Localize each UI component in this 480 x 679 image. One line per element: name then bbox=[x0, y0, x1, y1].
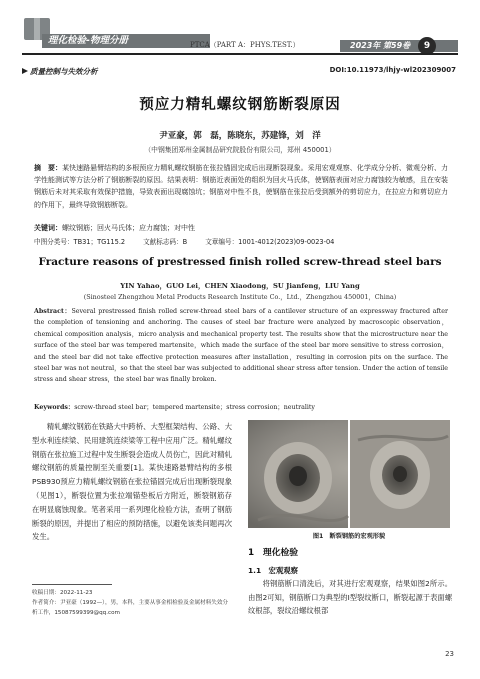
abstract-en-text: Several prestressed finish rolled screw-thread steel bars of a cantilever structure of an expressway fractured after the completion of tensioning and anchoring. The causes of steel bar fracture were analyzed by macroscopic observation，chemical composition analysis，micro analysis and mechanical property test. The results show that the microstructure near the surface of the steel bar was tempered martensite，which made the surface of the steel bar more sensitive to stress corrosion，and the steel bar did not take effective protection measures after installation，resulting in corrosion pits on the surface. The steel bar was not neutral，so that the steel bar was subjected to additional shear stress after tension. Under the action of tensile stress and shear stress，the steel bar was finally broken. bbox=[34, 308, 448, 384]
year-volume: 2023年 第59卷 bbox=[350, 41, 411, 50]
keywords-text: 螺纹钢筋；回火马氏体；应力腐蚀；对中性 bbox=[62, 224, 195, 232]
authors: 尹亚豪，郭 磊，陈晓东，苏建锋，刘 洋 bbox=[159, 131, 321, 141]
journal-name: 理化检验-物理分册 bbox=[48, 35, 128, 46]
fracture-photo-image bbox=[248, 420, 450, 528]
clc-number: 中图分类号：TB31；TG115.2 bbox=[34, 238, 126, 246]
column-arrow-icon bbox=[22, 68, 28, 74]
keywords-cn bbox=[34, 223, 448, 233]
figure-1-photo bbox=[248, 420, 450, 528]
doi: DOI:10.11973/lhjy-wl202309007 bbox=[329, 66, 456, 74]
article-title: 预应力精轧螺纹钢筋断裂原因 bbox=[139, 97, 341, 113]
subsection-heading: 1.1 宏观观察 bbox=[248, 566, 299, 575]
author-bio: 作者简介：尹亚豪（1992—），男，本科，主要从事金相检验及金属材料失效分析工作，15087599399@qq.com bbox=[32, 600, 229, 616]
affiliation: （中钢集团郑州金属制品研究院股份有限公司，郑州 450001） bbox=[144, 146, 336, 154]
page-number: 23 bbox=[445, 650, 454, 658]
english-affiliation: (Sinosteel Zhengzhou Metal Products Research Institute Co.，Ltd.，Zhengzhou 450001，China) bbox=[83, 293, 397, 301]
abstract-label: 摘 要： bbox=[34, 164, 63, 172]
abstract-cn bbox=[34, 162, 448, 211]
document-code: 文献标志码：B bbox=[143, 238, 188, 246]
section-heading: 1 理化检验 bbox=[248, 548, 299, 558]
classification-line bbox=[34, 236, 448, 246]
issue-number: 9 bbox=[418, 37, 436, 55]
figure-1-caption: 图1 断裂钢筋的宏观形貌 bbox=[312, 533, 386, 540]
english-authors: YIN Yahao，GUO Lei，CHEN Xiaodong，SU Jianfeng，LIU Yang bbox=[120, 282, 360, 290]
keywords-en bbox=[34, 402, 448, 411]
journal-subtitle: PTCA（PART A：PHYS.TEST.） bbox=[190, 41, 300, 49]
keywords-en-label: Keywords： bbox=[34, 404, 75, 411]
footnote-rule bbox=[32, 584, 112, 585]
macro-observation-paragraph: 将钢筋断口清洗后，对其进行宏观观察，结果如图2所示。由图2可知，钢筋断口为典型的Ⅰ型裂纹断口，断裂起源于表面螺纹根部，裂纹沿螺纹根部 bbox=[248, 579, 452, 615]
abstract-en-label: Abstract： bbox=[34, 308, 72, 315]
intro-paragraph: 精轧螺纹钢筋在铁路大中跨桥、大型框架结构、公路、大型水利连续梁、民用建筑连续梁等工程中应用广泛。精轧螺纹钢筋在张拉施工过程中发生断裂会造成人员伤亡，因此对精轧螺纹钢筋的质量控制至关重要[1]。某快速路悬臂结构的多根PSB930预应力精轧螺纹钢筋在张拉锚固完成后出现断裂现象（见图1），断裂位置为张拉端锚垫板后方附近，断裂钢筋存在明显腐蚀现象。笔者采用一系列理化检验方法，查明了钢筋断裂的原因，并提出了相应的预防措施，以避免该类问题再次发生。 bbox=[32, 422, 232, 542]
header-rule bbox=[22, 53, 458, 55]
footnote bbox=[32, 588, 232, 618]
keywords-en-text: screw-thread steel bar；tempered martensite；stress corrosion；neutrality bbox=[74, 404, 315, 411]
received-date: 收稿日期：2022-11-23 bbox=[32, 590, 93, 596]
keywords-label: 关键词： bbox=[34, 224, 62, 232]
abstract-en bbox=[34, 306, 448, 386]
english-title: Fracture reasons of prestressed finish rolled screw-thread steel bars bbox=[38, 256, 442, 268]
column-tag: 质量控制与失效分析 bbox=[30, 67, 98, 76]
abstract-text: 某快速路悬臂结构的多根预应力精轧螺纹钢筋在张拉锚固完成后出现断裂现象。采用宏观观察、化学成分分析、微观分析、力学性能测试等方法分析了钢筋断裂的原因。结果表明：钢筋近表面处的组织为回火马氏体，使钢筋表面对应力腐蚀较为敏感，且在安装钢筋后未对其采取有效保护措施，导致表面出现腐蚀坑；钢筋对中性不良，使钢筋在张拉后受到额外的剪切应力，在拉应力和剪切应力的作用下，最终导致钢筋断裂。 bbox=[34, 164, 449, 209]
article-number: 文章编号：1001-4012(2023)09-0023-04 bbox=[205, 238, 335, 246]
